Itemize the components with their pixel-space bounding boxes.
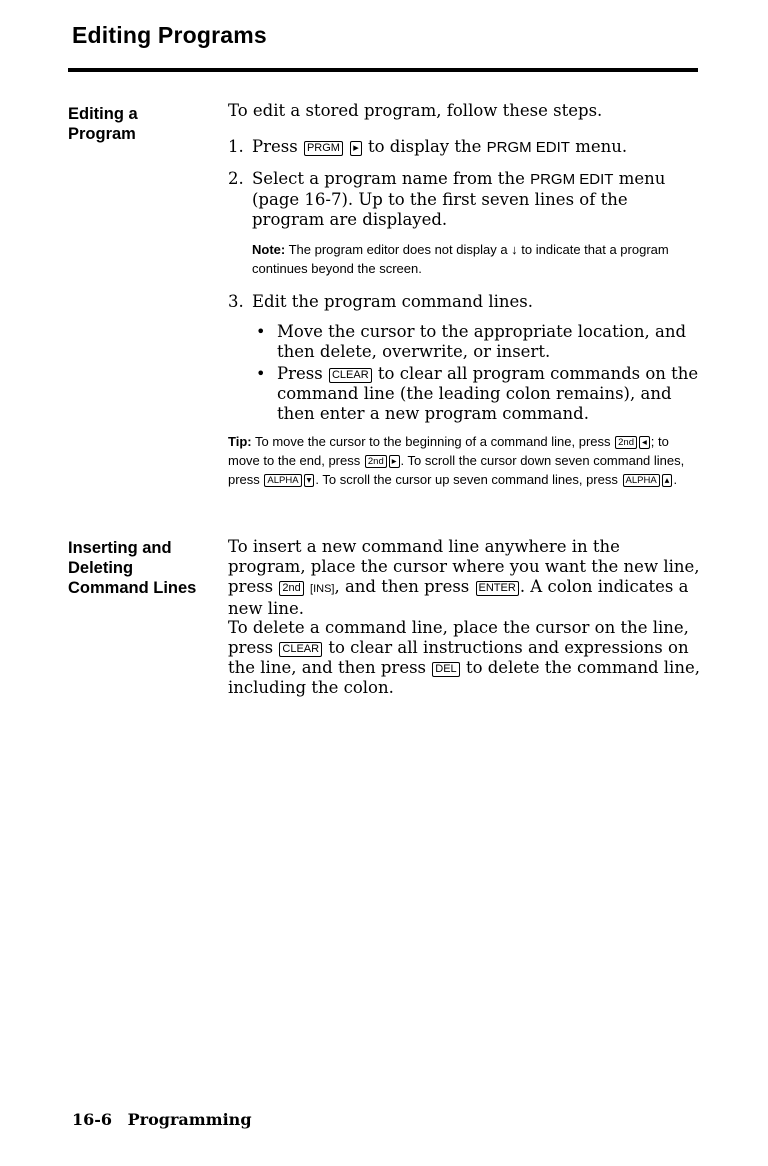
title-rule [68, 68, 698, 72]
chapter-name: Programming [127, 1110, 252, 1129]
up-arrow-key: ▴ [662, 474, 673, 487]
2nd-key: 2nd [279, 581, 303, 596]
text: menu (page 16-7). Up to the first seven lines of the program are displayed. [252, 169, 666, 229]
note [252, 240, 698, 278]
bullet-1-text: Move the cursor to the appropriate location, and then delete, overwrite, or insert. [277, 322, 687, 361]
text: menu. [575, 137, 628, 156]
note-label: Note: [252, 242, 286, 257]
text: Press [277, 364, 323, 383]
enter-key: ENTER [476, 581, 519, 596]
alpha-key: ALPHA [264, 474, 301, 487]
step-3-text: Edit the program command lines. [252, 292, 533, 311]
right-arrow-key: ▸ [389, 455, 400, 468]
right-arrow-key: ▸ [350, 141, 362, 156]
text: ; to move to the end, press [228, 434, 669, 468]
del-key: DEL [432, 662, 459, 677]
note-text: The program editor does not display a ↓ to indicate that a program continues beyond the screen. [252, 242, 669, 276]
2nd-key: 2nd [365, 455, 387, 468]
ins-label: [INS] [310, 583, 335, 595]
delete-paragraph [228, 618, 702, 698]
alpha-key: ALPHA [623, 474, 660, 487]
text: To move the cursor to the beginning of a command line, press [254, 434, 611, 449]
step-2-text [252, 169, 702, 230]
tip-label: Tip: [228, 434, 252, 449]
text: . [673, 472, 678, 487]
heading-line: Editing a [68, 105, 138, 123]
section-heading-editing [68, 104, 218, 144]
heading-line: Command Lines [68, 579, 197, 597]
prgm-key: PRGM [304, 141, 343, 156]
bullet-icon: • [256, 322, 266, 341]
bullet-2-text [277, 364, 702, 424]
text: To delete a command line, place the cursor on the line, press [228, 618, 689, 657]
clear-key: CLEAR [279, 642, 322, 657]
intro-text: To edit a stored program, follow these steps. [228, 101, 603, 120]
text: Press [252, 137, 298, 156]
text: . To scroll the cursor down seven command lines, press [228, 453, 685, 487]
step-1-text [252, 137, 702, 158]
menu-name: PRGM EDIT [530, 171, 614, 188]
left-arrow-key: ◂ [639, 436, 650, 449]
menu-name: PRGM EDIT [486, 139, 570, 156]
page-title: Editing Programs [72, 22, 267, 48]
step-number: 2. [228, 169, 244, 188]
page-number: 16-6 [72, 1110, 113, 1129]
heading-line: Inserting and [68, 539, 172, 557]
text: Select a program name from the [252, 169, 525, 188]
down-arrow-key: ▾ [304, 474, 315, 487]
step-number: 1. [228, 137, 244, 156]
text: . A colon indicates a new line. [228, 577, 689, 618]
heading-line: Program [68, 125, 136, 143]
text: to clear all instructions and expressions on the line, and then press [228, 638, 689, 677]
text: to delete the command line, including the colon. [228, 658, 700, 697]
text: To insert a new command line anywhere in the program, place the cursor where you want the new line, press [228, 537, 700, 596]
insert-paragraph [228, 537, 702, 619]
section-heading-inserting [68, 538, 218, 598]
page-footer [72, 1110, 252, 1129]
2nd-key: 2nd [615, 436, 637, 449]
text: to clear all program commands on the command line (the leading colon remains), and then enter a new program command. [277, 364, 699, 423]
clear-key: CLEAR [329, 368, 372, 383]
text: to display the [367, 137, 482, 156]
bullet-icon: • [256, 364, 266, 383]
tip [228, 432, 698, 489]
text: , and then press [334, 577, 470, 596]
heading-line: Deleting [68, 559, 134, 577]
text: . To scroll the cursor up seven command lines, press [315, 472, 618, 487]
step-number: 3. [228, 292, 244, 311]
